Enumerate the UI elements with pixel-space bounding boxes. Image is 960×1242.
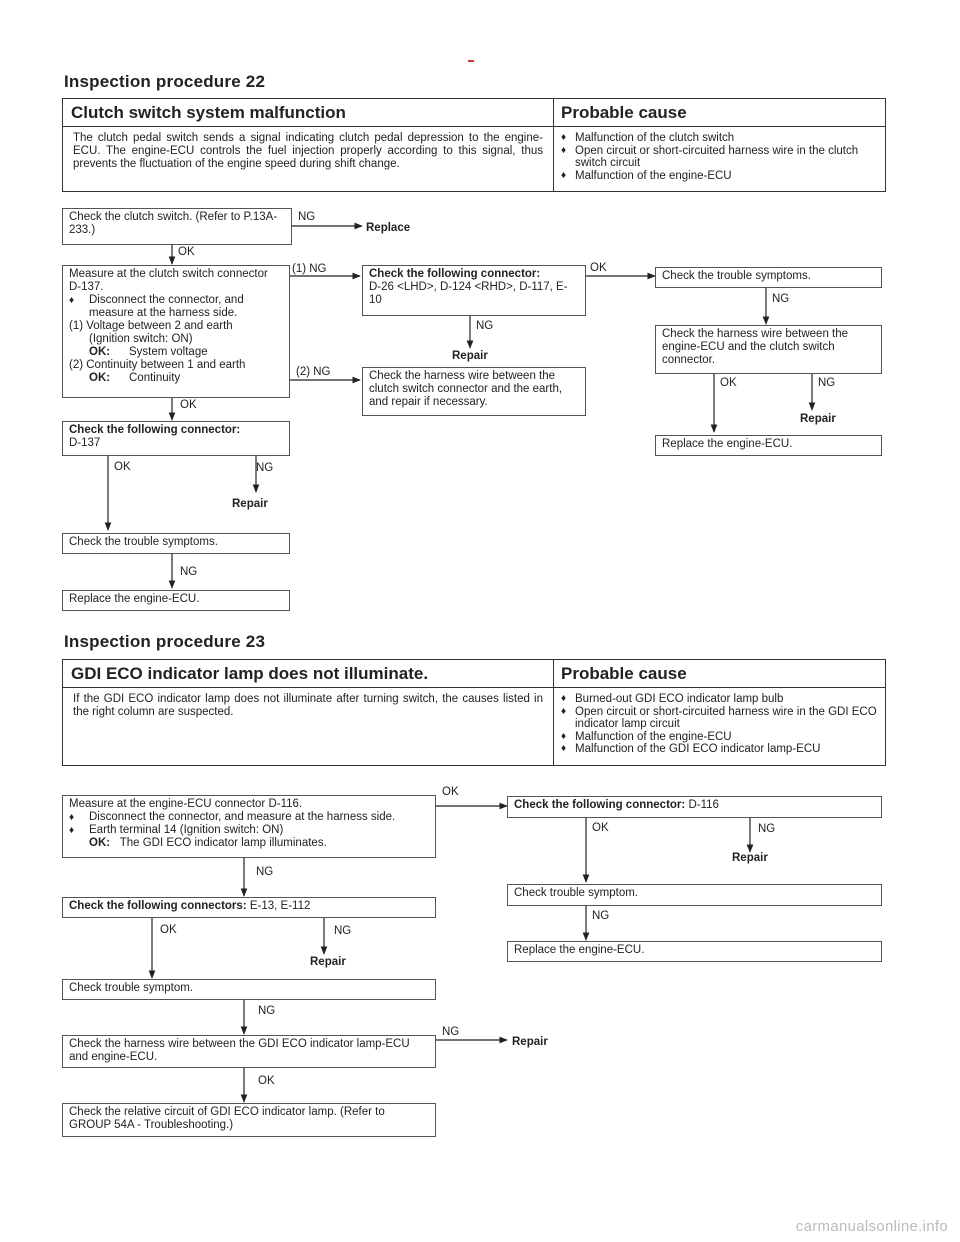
check-connector-d137-title: Check the following connector: <box>69 424 241 436</box>
ng-label: NG <box>592 910 610 922</box>
cause-item: ♦ Malfunction of the clutch switch <box>561 132 879 145</box>
proc23-description: If the GDI ECO indicator lamp does not illuminate after turning switch, the causes listed in the right column are suspected. <box>73 693 543 718</box>
procedure-22-heading: Inspection procedure 22 <box>64 72 266 91</box>
measure-step2: (2) Continuity between 1 and earth <box>69 359 246 371</box>
measure-bullet: ♦ Disconnect the connector, and measure at the harness side. <box>69 811 396 823</box>
replace-label: Replace <box>366 222 411 234</box>
measure-ok: OK: The GDI ECO indicator lamp illuminates. <box>89 837 327 849</box>
replace-ecu-box: Replace the engine-ECU. <box>507 941 882 962</box>
ok-label: OK <box>720 377 737 389</box>
proc22-cause-header: Probable cause <box>553 99 885 127</box>
ng-label: NG <box>256 462 274 474</box>
measure-step1-ok: OK: System voltage <box>89 346 208 358</box>
measure-step2-ok: OK: Continuity <box>89 372 181 384</box>
ng-label: NG <box>180 566 198 578</box>
ng-label: NG <box>334 925 352 937</box>
ng-label: NG <box>256 866 274 878</box>
ok-label: OK <box>178 246 195 258</box>
check-connector-d116: D-116 <box>688 799 719 811</box>
check-connectors-list: E-13, E-112 <box>249 900 311 912</box>
check-connector-d137: D-137 <box>69 437 101 449</box>
check-connector-d116-box <box>507 796 882 818</box>
ok-label: OK <box>114 461 131 473</box>
measure-bullet: ♦ Disconnect the connector, and measure at the harness side. <box>69 294 244 319</box>
ng-label: NG <box>442 1026 460 1038</box>
repair-label: Repair <box>232 498 268 510</box>
cause-item: ♦ Malfunction of the GDI ECO indicator lamp-ECU <box>561 743 879 756</box>
repair-label: Repair <box>310 956 346 968</box>
cause-item: ♦ Open circuit or short-circuited harness wire in the GDI ECO indicator lamp circuit <box>561 706 879 731</box>
ng2-label: (2) NG <box>296 366 331 378</box>
ng-label: NG <box>258 1005 276 1017</box>
ng-label: NG <box>772 293 790 305</box>
measure-title: Measure at the engine-ECU connector D-116. <box>69 798 303 810</box>
repair-label: Repair <box>452 350 488 362</box>
check-connectors-box <box>62 897 436 918</box>
proc22-title: Clutch switch system malfunction <box>63 99 553 127</box>
repair-label: Repair <box>732 852 768 864</box>
check-harness-ecu-box: Check the harness wire between the engine-ECU and the clutch switch connector. <box>655 325 882 374</box>
check-symptoms-2-box: Check the trouble symptoms. <box>62 533 290 554</box>
measure-bullet: ♦ Earth terminal 14 (Ignition switch: ON) <box>69 824 284 836</box>
proc22-description: The clutch pedal switch sends a signal indicating clutch pedal depression to the engine-ECU. The engine-ECU controls the fuel injection properly according to this signal, thus prevents the fluctuation of the engine speed during shift change. <box>73 132 543 170</box>
check-harness-box: Check the harness wire between the GDI ECO indicator lamp-ECU and engine-ECU. <box>62 1035 436 1068</box>
check-connector-list: D-26 <LHD>, D-124 <RHD>, D-117, E-10 <box>369 281 568 306</box>
measure-step1: (1) Voltage between 2 and earth <box>69 320 233 332</box>
check-relative-circuit-box: Check the relative circuit of GDI ECO indicator lamp. (Refer to GROUP 54A - Troubleshooting.) <box>62 1103 436 1137</box>
measure-step1-cond: (Ignition switch: ON) <box>89 333 193 345</box>
proc23-title: GDI ECO indicator lamp does not illuminate. <box>63 660 553 688</box>
cause-item: ♦ Malfunction of the engine-ECU <box>561 731 879 744</box>
check-connectors-title: Check the following connectors: <box>69 900 247 912</box>
check-trouble-symptoms-box: Check the trouble symptoms. <box>655 267 882 288</box>
repair-label: Repair <box>800 413 836 425</box>
check-symptom-right-box: Check trouble symptom. <box>507 884 882 906</box>
check-clutch-switch-box: Check the clutch switch. (Refer to P.13A-233.) <box>62 208 292 245</box>
cause-item: ♦ Open circuit or short-circuited harness wire in the clutch switch circuit <box>561 145 879 170</box>
measure-ecu-connector-box <box>62 795 436 858</box>
ok-label: OK <box>590 262 607 274</box>
ok-label: OK <box>258 1075 275 1087</box>
ng-label: NG <box>758 823 776 835</box>
proc23-cause-header: Probable cause <box>553 660 885 688</box>
cause-item: ♦ Burned-out GDI ECO indicator lamp bulb <box>561 693 879 706</box>
check-harness-earth-box: Check the harness wire between the clutch switch connector and the earth, and repair if necessary. <box>362 367 586 416</box>
ng-label: NG <box>298 211 316 223</box>
repair-label: Repair <box>512 1036 548 1048</box>
ok-label: OK <box>442 786 459 798</box>
footer-watermark: carmanualsonline.info <box>795 1218 948 1235</box>
check-connector-title: Check the following connector: <box>369 268 541 280</box>
check-connector-title: Check the following connector: <box>514 799 686 811</box>
check-symptom-box: Check trouble symptom. <box>62 979 436 1000</box>
ok-label: OK <box>160 924 177 936</box>
ng-label: NG <box>476 320 494 332</box>
replace-ecu-2-box: Replace the engine-ECU. <box>62 590 290 611</box>
cause-item: ♦ Malfunction of the engine-ECU <box>561 170 879 183</box>
measure-title: Measure at the clutch switch connector D-137. <box>69 268 268 293</box>
ng1-label: (1) NG <box>292 263 327 275</box>
procedure-23-heading: Inspection procedure 23 <box>64 632 266 651</box>
ok-label: OK <box>592 822 609 834</box>
ng-label: NG <box>818 377 836 389</box>
ok-label: OK <box>180 399 197 411</box>
replace-ecu-box: Replace the engine-ECU. <box>655 435 882 456</box>
